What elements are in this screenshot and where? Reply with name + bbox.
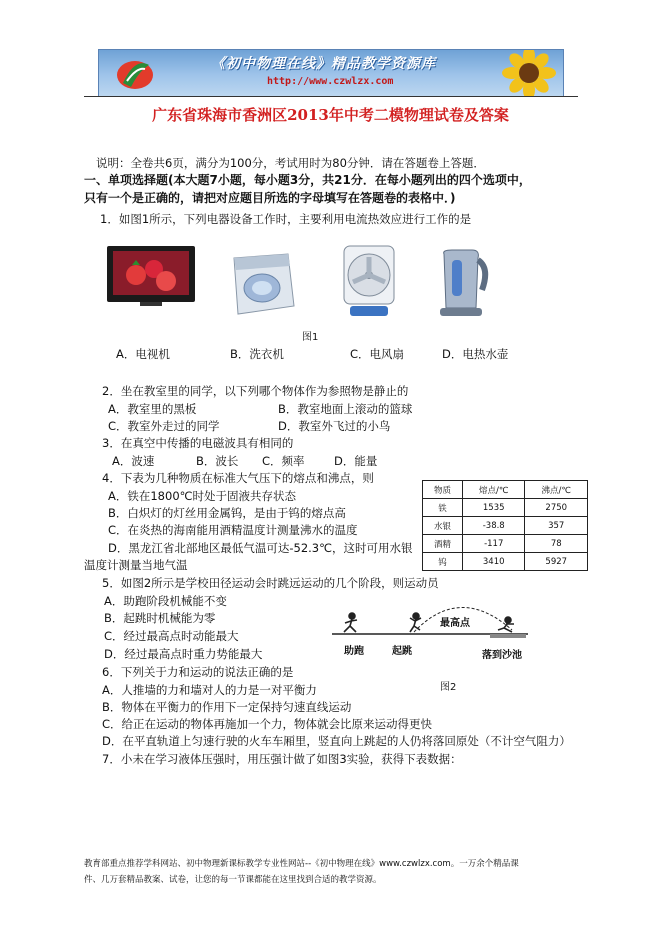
q2-option-c: C．教室外走过的同学 — [108, 419, 220, 433]
q6-option-d: D．在平直轨道上匀速行驶的火车车厢里，竖直向上跳起的人仍将落回原处（不计空气阻力） — [102, 734, 571, 748]
table-header: 物质 — [423, 481, 463, 499]
header-banner — [98, 49, 564, 97]
table-cell: 5927 — [525, 553, 588, 571]
q6-option-b: B．物体在平衡力的作用下一定保持匀速直线运动 — [102, 700, 352, 714]
q2-option-a: A．教室里的黑板 — [108, 402, 197, 416]
q3-option-d: D．能量 — [334, 454, 378, 468]
table-cell: 1535 — [462, 499, 525, 517]
q1-option-c: C．电风扇 — [350, 347, 405, 361]
label-jump: 起跳 — [392, 646, 412, 657]
figure1-caption: 图1 — [302, 332, 319, 343]
q2-option-b: B．教室地面上滚动的篮球 — [278, 402, 413, 416]
melting-boiling-table — [422, 480, 588, 571]
q4-option-d: D．黑龙江省北部地区最低气温可达-52.3℃，这时可用水银 — [108, 541, 413, 555]
q4-option-b: B．白炽灯的灯丝用金属钨，是由于钨的熔点高 — [108, 506, 346, 520]
site-logo-icon — [113, 53, 157, 93]
q5-option-a: A．助跑阶段机械能不变 — [104, 594, 227, 608]
q5-stem: 5．如图2所示是学校田径运动会时跳远运动的几个阶段，则运动员 — [102, 576, 439, 590]
q3-option-b: B．波长 — [196, 454, 239, 468]
table-cell: -38.8 — [462, 517, 525, 535]
table-cell: 2750 — [525, 499, 588, 517]
table-header: 沸点/℃ — [525, 481, 588, 499]
banner-url[interactable]: http://www.czwlzx.com — [267, 76, 394, 87]
header-divider — [84, 96, 578, 97]
banner-title: 《初中物理在线》精品教学资源库 — [211, 56, 436, 72]
sunflower-icon — [494, 49, 564, 97]
table-row — [423, 499, 588, 517]
q4-option-a: A．铁在1800℃时处于固液共存状态 — [108, 489, 297, 503]
q3-option-a: A．波速 — [112, 454, 155, 468]
table-row — [423, 517, 588, 535]
q1-stem: 1．如图1所示，下列电器设备工作时，主要利用电流热效应进行工作的是 — [100, 212, 472, 226]
q7-stem: 7．小未在学习液体压强时，用压强计做了如图3实验，获得下表数据： — [102, 752, 462, 766]
q1-option-d: D．电热水壶 — [442, 347, 509, 361]
section1-line1: 一、单项选择题(本大题7小题，每小题3分，共21分．在每小题列出的四个选项中， — [84, 173, 531, 187]
table-cell: 3410 — [462, 553, 525, 571]
section1-line2: 只有一个是正确的，请把对应题目所选的字母填写在答题卷的表格中．) — [84, 191, 456, 205]
q3-option-c: C．频率 — [262, 454, 305, 468]
document-title: 广东省珠海市香洲区2013年中考二模物理试卷及答案 — [152, 106, 509, 124]
q1-option-b: B．洗衣机 — [230, 347, 284, 361]
label-land: 落到沙池 — [482, 650, 522, 661]
instructions: 说明：全卷共6页，满分为100分，考试用时为80分钟．请在答题卷上答题． — [96, 156, 485, 170]
tv-icon — [106, 245, 196, 307]
table-header: 熔点/℃ — [462, 481, 525, 499]
table-cell: -117 — [462, 535, 525, 553]
label-run: 助跑 — [344, 646, 364, 657]
footer-line1: 教育部重点推荐学科网站、初中物理新课标教学专业性网站--《初中物理在线》www.czwlzx.com。一万余个精品课 — [84, 859, 519, 869]
q4-stem: 4．下表为几种物质在标准大气压下的熔点和沸点，则 — [102, 471, 374, 485]
q6-option-a: A．人推墙的力和墙对人的力是一对平衡力 — [102, 683, 317, 697]
q5-option-d: D．经过最高点时重力势能最大 — [104, 647, 263, 661]
q5-option-b: B．起跳时机械能为零 — [104, 611, 216, 625]
q6-option-c: C．给正在运动的物体再施加一个力，物体就会比原来运动得更快 — [102, 717, 433, 731]
electric-fan-icon — [340, 244, 398, 320]
table-cell: 水银 — [423, 517, 463, 535]
table-cell: 钨 — [423, 553, 463, 571]
washing-machine-icon — [226, 248, 298, 320]
q5-option-c: C．经过最高点时动能最大 — [104, 629, 239, 643]
q4-option-d-cont: 温度计测量当地气温 — [84, 558, 188, 572]
q3-stem: 3．在真空中传播的电磁波具有相同的 — [102, 436, 294, 450]
table-row — [423, 535, 588, 553]
table-header-row — [423, 481, 588, 499]
table-cell: 酒精 — [423, 535, 463, 553]
footer-line2: 件、几万套精品教案、试卷，让您的每一节课都能在这里找到合适的教学资源。 — [84, 875, 382, 885]
label-top: 最高点 — [440, 618, 470, 629]
q4-option-c: C．在炎热的海南能用酒精温度计测量沸水的温度 — [108, 523, 358, 537]
q6-stem: 6．下列关于力和运动的说法正确的是 — [102, 665, 294, 679]
q2-option-d: D．教室外飞过的小鸟 — [278, 419, 391, 433]
figure2-caption: 图2 — [440, 682, 457, 693]
table-row — [423, 553, 588, 571]
electric-kettle-icon — [432, 246, 490, 322]
table-cell: 357 — [525, 517, 588, 535]
table-cell: 78 — [525, 535, 588, 553]
q1-option-a: A．电视机 — [116, 347, 170, 361]
table-cell: 铁 — [423, 499, 463, 517]
q2-stem: 2．坐在教室里的同学，以下列哪个物体作为参照物是静止的 — [102, 384, 409, 398]
